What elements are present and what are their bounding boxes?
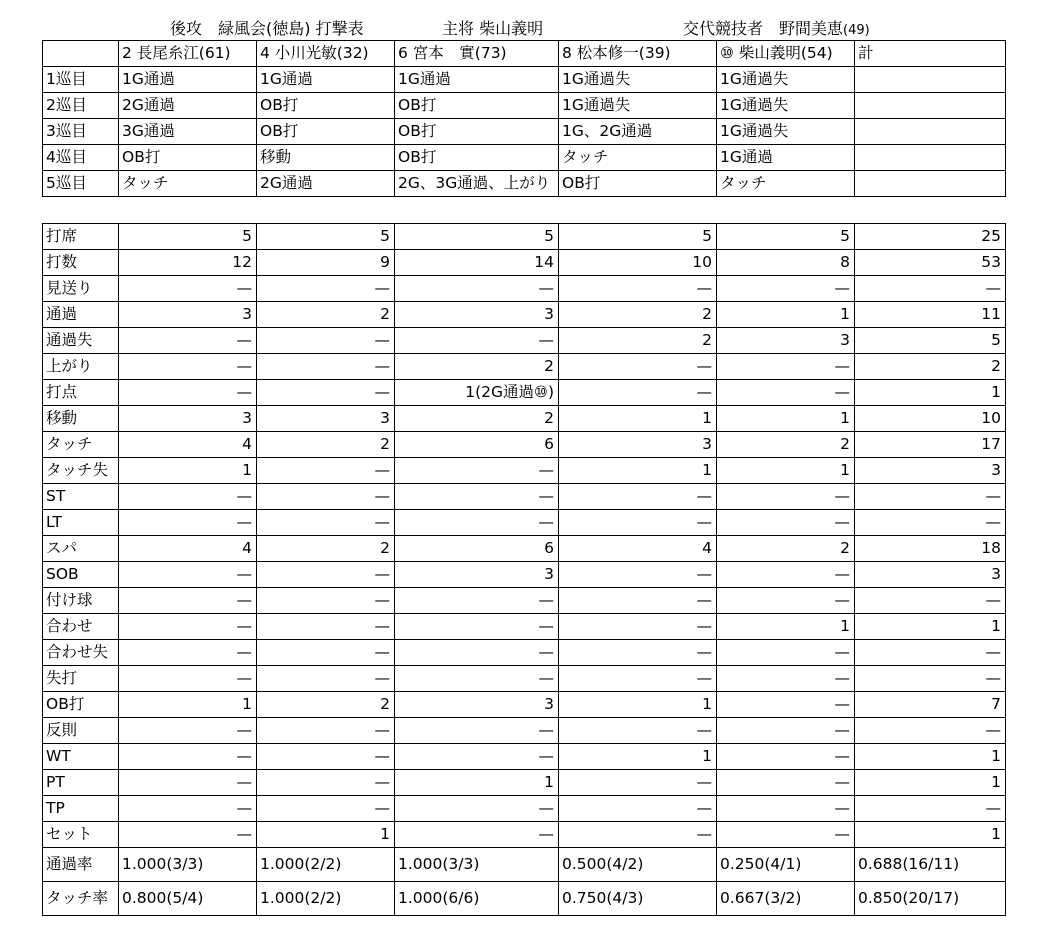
stat-value: —	[257, 484, 395, 510]
stat-value: 1	[855, 744, 1006, 770]
stat-value: 2	[257, 692, 395, 718]
stat-value: —	[257, 354, 395, 380]
rate-value: 0.500(4/2)	[559, 848, 717, 882]
stat-value: 1	[855, 770, 1006, 796]
stat-label: PT	[43, 770, 119, 796]
round-result: 1G通過	[395, 67, 559, 93]
round-result: 2G通過	[257, 171, 395, 197]
stat-value: —	[119, 770, 257, 796]
stat-label: タッチ失	[43, 458, 119, 484]
stat-row	[43, 640, 1006, 666]
player-name: ⑩ 柴山義明(54)	[717, 41, 855, 67]
stat-value: 4	[559, 536, 717, 562]
round-label: 3巡目	[43, 119, 119, 145]
round-row	[43, 119, 1006, 145]
stat-value: —	[257, 328, 395, 354]
stat-value: —	[119, 276, 257, 302]
stat-row	[43, 354, 1006, 380]
stat-value: —	[395, 666, 559, 692]
stat-value: 3	[257, 406, 395, 432]
rate-row	[43, 848, 1006, 882]
stat-value: —	[395, 614, 559, 640]
player-name: 4 小川光敏(32)	[257, 41, 395, 67]
stat-row	[43, 562, 1006, 588]
stat-row	[43, 276, 1006, 302]
round-result: 1G通過	[717, 145, 855, 171]
stat-value: 2	[257, 432, 395, 458]
round-row	[43, 171, 1006, 197]
stat-value: 1	[855, 380, 1006, 406]
stat-label: 打席	[43, 224, 119, 250]
stat-value: 1	[717, 406, 855, 432]
round-result: OB打	[395, 93, 559, 119]
stat-row	[43, 770, 1006, 796]
stat-value: —	[717, 796, 855, 822]
stat-row	[43, 822, 1006, 848]
stat-value: 5	[855, 328, 1006, 354]
stat-value: —	[257, 666, 395, 692]
stat-value: 2	[395, 354, 559, 380]
stat-value: 3	[559, 432, 717, 458]
substitute-name: 交代競技者 野間美恵	[683, 19, 844, 38]
stat-value: 25	[855, 224, 1006, 250]
stat-value: —	[559, 562, 717, 588]
stat-value: —	[717, 562, 855, 588]
rate-label: タッチ率	[43, 882, 119, 916]
stat-value: —	[119, 640, 257, 666]
round-result	[855, 93, 1006, 119]
stat-value: 53	[855, 250, 1006, 276]
stat-value: 6	[395, 536, 559, 562]
rate-value: 0.688(16/11)	[855, 848, 1006, 882]
stat-row	[43, 536, 1006, 562]
stat-value: —	[257, 380, 395, 406]
stat-value: 1	[717, 302, 855, 328]
stat-value: —	[395, 640, 559, 666]
stat-value: 2	[257, 302, 395, 328]
stat-value: 17	[855, 432, 1006, 458]
stat-value: —	[717, 822, 855, 848]
stat-label: SOB	[43, 562, 119, 588]
stat-label: 付け球	[43, 588, 119, 614]
stat-value: —	[119, 796, 257, 822]
stat-value: 5	[717, 224, 855, 250]
round-result: OB打	[119, 145, 257, 171]
stat-value: —	[855, 640, 1006, 666]
stat-value: —	[717, 718, 855, 744]
stat-row	[43, 458, 1006, 484]
stat-value: 1	[717, 614, 855, 640]
stat-value: —	[717, 770, 855, 796]
rate-value: 1.000(2/2)	[257, 848, 395, 882]
round-result: 1G通過失	[559, 67, 717, 93]
stat-value: 3	[119, 406, 257, 432]
round-result: 1G通過	[257, 67, 395, 93]
stat-value: —	[559, 718, 717, 744]
stat-value: —	[119, 744, 257, 770]
stat-label: 失打	[43, 666, 119, 692]
stat-label: 見送り	[43, 276, 119, 302]
round-label: 4巡目	[43, 145, 119, 171]
stat-row	[43, 588, 1006, 614]
player-name: 計	[855, 41, 1006, 67]
stat-value: 14	[395, 250, 559, 276]
player-name: 6 宮本 實(73)	[395, 41, 559, 67]
stat-value: —	[119, 718, 257, 744]
stat-label: スパ	[43, 536, 119, 562]
stat-value: 3	[395, 302, 559, 328]
stat-value: —	[395, 822, 559, 848]
round-result: 2G、3G通過、上がり	[395, 171, 559, 197]
round-result: 1G通過失	[717, 67, 855, 93]
round-result: タッチ	[119, 171, 257, 197]
stat-value: 1	[855, 614, 1006, 640]
stat-value: —	[559, 770, 717, 796]
stat-value: —	[559, 510, 717, 536]
stat-label: ST	[43, 484, 119, 510]
stat-value: 9	[257, 250, 395, 276]
stat-value: —	[395, 796, 559, 822]
stat-value: —	[559, 796, 717, 822]
stat-value: 1(2G通過⑩)	[395, 380, 559, 406]
stat-value: —	[717, 380, 855, 406]
substitute-label	[683, 16, 870, 39]
stat-label: 通過失	[43, 328, 119, 354]
rate-value: 1.000(2/2)	[257, 882, 395, 916]
round-result: OB打	[257, 119, 395, 145]
stat-value: —	[119, 822, 257, 848]
stat-value: —	[559, 380, 717, 406]
round-result: 1G通過	[119, 67, 257, 93]
stat-value: 5	[395, 224, 559, 250]
stat-row	[43, 796, 1006, 822]
round-result: OB打	[395, 145, 559, 171]
stat-value: 3	[855, 458, 1006, 484]
stat-label: 打点	[43, 380, 119, 406]
stat-value: 3	[119, 302, 257, 328]
stat-value: —	[717, 692, 855, 718]
stat-value: —	[257, 640, 395, 666]
team-title: 後攻 緑風会(徳島) 打撃表	[170, 19, 364, 38]
round-result	[855, 171, 1006, 197]
round-result: 2G通過	[119, 93, 257, 119]
stats-table	[42, 223, 1006, 916]
stat-row	[43, 250, 1006, 276]
stat-value: —	[559, 822, 717, 848]
stat-value: —	[257, 458, 395, 484]
round-label: 1巡目	[43, 67, 119, 93]
stat-value: 10	[559, 250, 717, 276]
stat-value: —	[717, 276, 855, 302]
stat-value: —	[257, 588, 395, 614]
stat-value: —	[559, 276, 717, 302]
stat-value: 11	[855, 302, 1006, 328]
stat-value: 12	[119, 250, 257, 276]
stat-value: 5	[559, 224, 717, 250]
round-result: 移動	[257, 145, 395, 171]
stat-row	[43, 718, 1006, 744]
stat-value: —	[559, 614, 717, 640]
round-result	[855, 145, 1006, 171]
stat-row	[43, 744, 1006, 770]
lineup-table	[42, 40, 1006, 197]
stat-value: —	[257, 614, 395, 640]
round-result: 3G通過	[119, 119, 257, 145]
round-result: 1G通過失	[559, 93, 717, 119]
rate-row	[43, 882, 1006, 916]
stat-label: 移動	[43, 406, 119, 432]
stat-value: —	[395, 718, 559, 744]
stat-label: 反則	[43, 718, 119, 744]
round-label: 5巡目	[43, 171, 119, 197]
rate-value: 0.667(3/2)	[717, 882, 855, 916]
stat-value: —	[717, 666, 855, 692]
player-name: 8 松本修一(39)	[559, 41, 717, 67]
stat-label: TP	[43, 796, 119, 822]
stat-label: タッチ	[43, 432, 119, 458]
round-row	[43, 145, 1006, 171]
stat-value: 5	[257, 224, 395, 250]
stat-value: —	[395, 328, 559, 354]
round-result	[855, 67, 1006, 93]
rate-label: 通過率	[43, 848, 119, 882]
rate-value: 1.000(3/3)	[395, 848, 559, 882]
round-result	[855, 119, 1006, 145]
stat-label: 合わせ	[43, 614, 119, 640]
stat-value: 2	[855, 354, 1006, 380]
stat-value: —	[119, 380, 257, 406]
stat-value: 2	[559, 328, 717, 354]
stat-value: —	[855, 484, 1006, 510]
stat-value: 2	[717, 432, 855, 458]
round-row	[43, 67, 1006, 93]
stat-value: 1	[257, 822, 395, 848]
rate-value: 1.000(3/3)	[119, 848, 257, 882]
stat-value: —	[119, 328, 257, 354]
rate-value: 0.850(20/17)	[855, 882, 1006, 916]
stat-value: —	[559, 666, 717, 692]
stat-value: 5	[119, 224, 257, 250]
stat-label: OB打	[43, 692, 119, 718]
stat-value: —	[119, 588, 257, 614]
stat-row	[43, 510, 1006, 536]
stat-value: —	[119, 666, 257, 692]
round-result: 1G通過失	[717, 119, 855, 145]
stat-value: —	[717, 744, 855, 770]
stat-value: —	[257, 276, 395, 302]
round-result: タッチ	[559, 145, 717, 171]
round-result: OB打	[559, 171, 717, 197]
stat-value: 4	[119, 536, 257, 562]
stat-label: LT	[43, 510, 119, 536]
stat-value: 2	[395, 406, 559, 432]
stat-value: 6	[395, 432, 559, 458]
stat-value: 10	[855, 406, 1006, 432]
stat-value: 1	[855, 822, 1006, 848]
stat-value: 3	[395, 692, 559, 718]
stat-value: 3	[717, 328, 855, 354]
stat-value: —	[855, 796, 1006, 822]
stat-value: —	[395, 744, 559, 770]
stat-value: —	[119, 484, 257, 510]
stat-value: —	[855, 666, 1006, 692]
stat-row	[43, 692, 1006, 718]
stat-value: 2	[559, 302, 717, 328]
stat-value: —	[257, 562, 395, 588]
round-result: タッチ	[717, 171, 855, 197]
stat-value: —	[855, 276, 1006, 302]
stat-value: —	[257, 744, 395, 770]
stat-row	[43, 484, 1006, 510]
substitute-age: (49)	[843, 23, 870, 38]
stat-value: —	[119, 354, 257, 380]
stat-value: 3	[855, 562, 1006, 588]
stat-value: —	[395, 510, 559, 536]
stat-value: —	[559, 588, 717, 614]
stat-label: 通過	[43, 302, 119, 328]
stat-row	[43, 302, 1006, 328]
stat-row	[43, 380, 1006, 406]
stat-value: —	[257, 796, 395, 822]
stat-row	[43, 432, 1006, 458]
stat-value: —	[717, 588, 855, 614]
captain-label: 主将 柴山義明	[442, 19, 544, 38]
stat-row	[43, 406, 1006, 432]
stat-value: —	[559, 484, 717, 510]
stat-row	[43, 614, 1006, 640]
player-name: 2 長尾糸江(61)	[119, 41, 257, 67]
stat-label: セット	[43, 822, 119, 848]
stat-value: —	[559, 640, 717, 666]
stat-value: 7	[855, 692, 1006, 718]
round-result: 1G、2G通過	[559, 119, 717, 145]
round-label: 2巡目	[43, 93, 119, 119]
stat-row	[43, 328, 1006, 354]
player-header-row	[43, 41, 1006, 67]
round-result: 1G通過失	[717, 93, 855, 119]
stat-value: 1	[717, 458, 855, 484]
stat-value: —	[257, 510, 395, 536]
stat-value: 1	[559, 406, 717, 432]
rate-value: 1.000(6/6)	[395, 882, 559, 916]
rate-value: 0.250(4/1)	[717, 848, 855, 882]
stat-value: —	[855, 718, 1006, 744]
stat-value: —	[257, 770, 395, 796]
stat-label: 合わせ失	[43, 640, 119, 666]
stat-label: WT	[43, 744, 119, 770]
round-result: OB打	[257, 93, 395, 119]
stat-label: 上がり	[43, 354, 119, 380]
rate-value: 0.750(4/3)	[559, 882, 717, 916]
stat-value: —	[119, 614, 257, 640]
stat-value: 3	[395, 562, 559, 588]
stat-value: —	[559, 354, 717, 380]
stat-value: 1	[119, 458, 257, 484]
stat-value: —	[395, 588, 559, 614]
stat-value: 1	[559, 692, 717, 718]
stat-value: —	[855, 510, 1006, 536]
rate-value: 0.800(5/4)	[119, 882, 257, 916]
round-row	[43, 93, 1006, 119]
stat-label: 打数	[43, 250, 119, 276]
stat-value: —	[717, 640, 855, 666]
stat-value: 2	[717, 536, 855, 562]
stat-value: —	[395, 484, 559, 510]
stat-value: —	[119, 510, 257, 536]
stat-value: —	[119, 562, 257, 588]
stat-value: 18	[855, 536, 1006, 562]
stat-row	[43, 666, 1006, 692]
stat-value: —	[717, 354, 855, 380]
stat-value: 1	[119, 692, 257, 718]
stat-value: —	[395, 276, 559, 302]
stat-value: —	[717, 484, 855, 510]
stat-value: 1	[395, 770, 559, 796]
round-result: OB打	[395, 119, 559, 145]
stat-value: —	[855, 588, 1006, 614]
stat-row	[43, 224, 1006, 250]
stat-value: 1	[559, 458, 717, 484]
stat-value: 8	[717, 250, 855, 276]
stat-value: 1	[559, 744, 717, 770]
stat-value: 2	[257, 536, 395, 562]
stat-value: —	[395, 458, 559, 484]
stat-value: —	[717, 510, 855, 536]
stat-value: 4	[119, 432, 257, 458]
corner-cell	[43, 41, 119, 67]
stat-value: —	[257, 718, 395, 744]
